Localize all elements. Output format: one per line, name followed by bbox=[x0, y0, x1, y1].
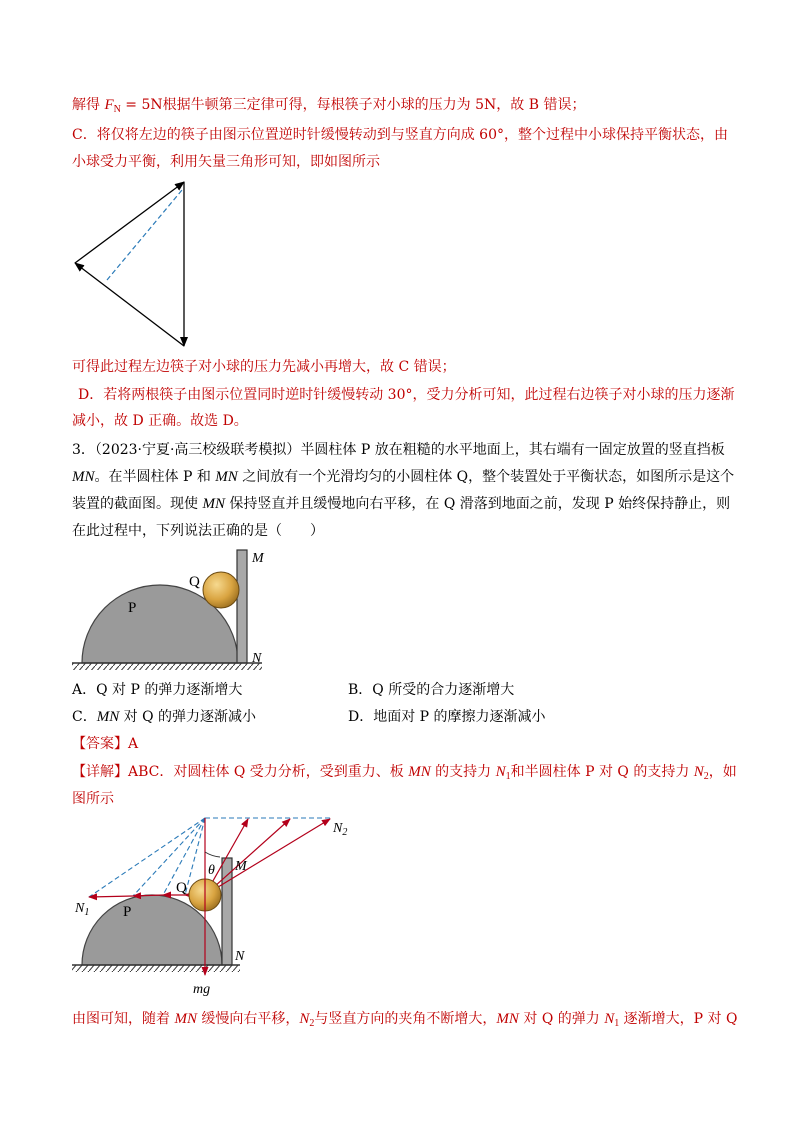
label-p: P bbox=[123, 904, 132, 920]
force-variable: N bbox=[299, 1011, 310, 1027]
text-segment: 由图可知，随着 bbox=[72, 1011, 175, 1027]
text-segment: 和半圆柱体 P 对 Q 的支持力 bbox=[510, 764, 694, 780]
option-c bbox=[72, 708, 256, 726]
board-variable: MN bbox=[174, 1011, 197, 1027]
solution-line-5: D．若将两根筷子由图示位置同时逆时针缓慢转动 30°，受力分析可知，此过程右边筷子对小球的压力逐渐 bbox=[78, 387, 735, 403]
text-segment: = 5N根据牛顿第三定律可得，每根筷子对小球的压力为 5N，故 B 错误； bbox=[120, 97, 586, 113]
ground-hatching bbox=[72, 663, 262, 670]
label-q: Q bbox=[176, 880, 187, 896]
solution-line-1 bbox=[72, 96, 585, 119]
force-variable: F bbox=[104, 97, 114, 113]
n1-vector bbox=[89, 896, 133, 897]
board-variable: MN bbox=[96, 709, 120, 725]
force-subscript: 1 bbox=[614, 1018, 620, 1029]
text-segment: 装置的截面图。现使 bbox=[72, 496, 203, 512]
dashed-construction-line bbox=[89, 818, 205, 897]
text-segment: 与竖直方向的夹角不断增大， bbox=[314, 1011, 497, 1027]
solution-line-6: 减小，故 D 正确。故选 D。 bbox=[72, 413, 248, 429]
board-variable: MN bbox=[408, 764, 431, 780]
force-subscript: 2 bbox=[703, 771, 709, 782]
question-line-2 bbox=[72, 468, 734, 486]
n2-vector bbox=[205, 819, 330, 895]
text-segment: 缓慢向右平移， bbox=[196, 1011, 300, 1027]
label-p: P bbox=[128, 600, 137, 616]
label-n2: $N_2$ bbox=[333, 821, 348, 838]
option-a: A．Q 对 P 的弹力逐渐增大 bbox=[72, 682, 243, 698]
label-theta: θ bbox=[208, 863, 215, 878]
option-d: D．地面对 P 的摩擦力逐渐减小 bbox=[348, 709, 546, 725]
text-segment: 之间放有一个光滑均匀的小圆柱体 Q，整个装置处于平衡状态，如图所示是这个 bbox=[237, 469, 735, 485]
force-subscript: 2 bbox=[309, 1018, 315, 1029]
detail-line-3 bbox=[72, 1010, 737, 1033]
text-segment: 保持竖直并且缓慢地向右平移，在 Q 滑落到地面之前，发现 P 始终保持静止，则 bbox=[224, 496, 731, 512]
board-mn bbox=[222, 858, 232, 965]
cylinder-q bbox=[203, 572, 239, 608]
solution-line-4: 可得此过程左边筷子对小球的压力先减小再增大，故 C 错误； bbox=[72, 359, 456, 375]
label-m: M bbox=[235, 859, 247, 874]
answer-label: 【答案】A bbox=[72, 736, 139, 752]
label-m: M bbox=[252, 551, 264, 566]
label-n1: $N_1$ bbox=[75, 901, 90, 918]
force-subscript: N bbox=[113, 104, 121, 115]
text-segment: 【详解】ABC．对圆柱体 Q 受力分析，受到重力、板 bbox=[72, 764, 409, 780]
label-mg: mg bbox=[193, 982, 211, 997]
force-subscript: 1 bbox=[505, 771, 511, 782]
theta-arc bbox=[205, 852, 220, 857]
text-segment: 对 Q 的弹力逐渐减小 bbox=[119, 709, 257, 725]
board-variable: MN bbox=[496, 1011, 519, 1027]
text-segment: 。在半圆柱体 P 和 bbox=[94, 469, 216, 485]
label-n: N bbox=[235, 949, 245, 964]
question-line-1: 3．（2023·宁夏·高三校级联考模拟）半圆柱体 P 放在粗糙的水平地面上，其右端有一固定放置的竖直挡板 bbox=[72, 442, 725, 458]
detail-line-2: 图所示 bbox=[72, 791, 114, 807]
text-segment: 的支持力 bbox=[430, 764, 496, 780]
question-line-3 bbox=[72, 495, 730, 513]
force-variable: N bbox=[495, 764, 506, 780]
label-q: Q bbox=[189, 574, 200, 590]
force-variable: N bbox=[604, 1011, 615, 1027]
question-line-4: 在此过程中，下列说法正确的是（ ） bbox=[72, 523, 324, 539]
force-variable: N bbox=[693, 764, 704, 780]
right-chopstick-force-vector bbox=[75, 263, 184, 346]
force-analysis-figure bbox=[65, 810, 355, 1000]
text-segment: 解得 bbox=[72, 97, 105, 113]
left-chopstick-force-vector bbox=[75, 182, 184, 263]
board-variable: MN bbox=[215, 469, 238, 485]
ground-hatching bbox=[72, 965, 240, 972]
dashed-rotated-vector bbox=[107, 190, 182, 280]
detail-line-1 bbox=[72, 763, 737, 786]
board-mn bbox=[237, 550, 247, 663]
board-variable: MN bbox=[72, 469, 95, 485]
setup-figure bbox=[65, 540, 280, 675]
board-variable: MN bbox=[202, 496, 225, 512]
text-segment: 对 Q 的弹力 bbox=[518, 1011, 605, 1027]
solution-line-3: 小球受力平衡，利用矢量三角形可知，即如图所示 bbox=[72, 154, 380, 170]
vector-triangle-figure bbox=[60, 170, 200, 360]
text-segment: ，如 bbox=[708, 764, 737, 780]
solution-line-2: C．将仅将左边的筷子由图示位置逆时针缓慢转动到与竖直方向成 60°，整个过程中小球保持平衡状态，由 bbox=[72, 127, 728, 143]
option-b: B．Q 所受的合力逐渐增大 bbox=[348, 682, 515, 698]
text-segment: C． bbox=[72, 709, 97, 725]
label-n: N bbox=[252, 651, 262, 666]
text-segment: 逐渐增大，P 对 Q bbox=[619, 1011, 738, 1027]
